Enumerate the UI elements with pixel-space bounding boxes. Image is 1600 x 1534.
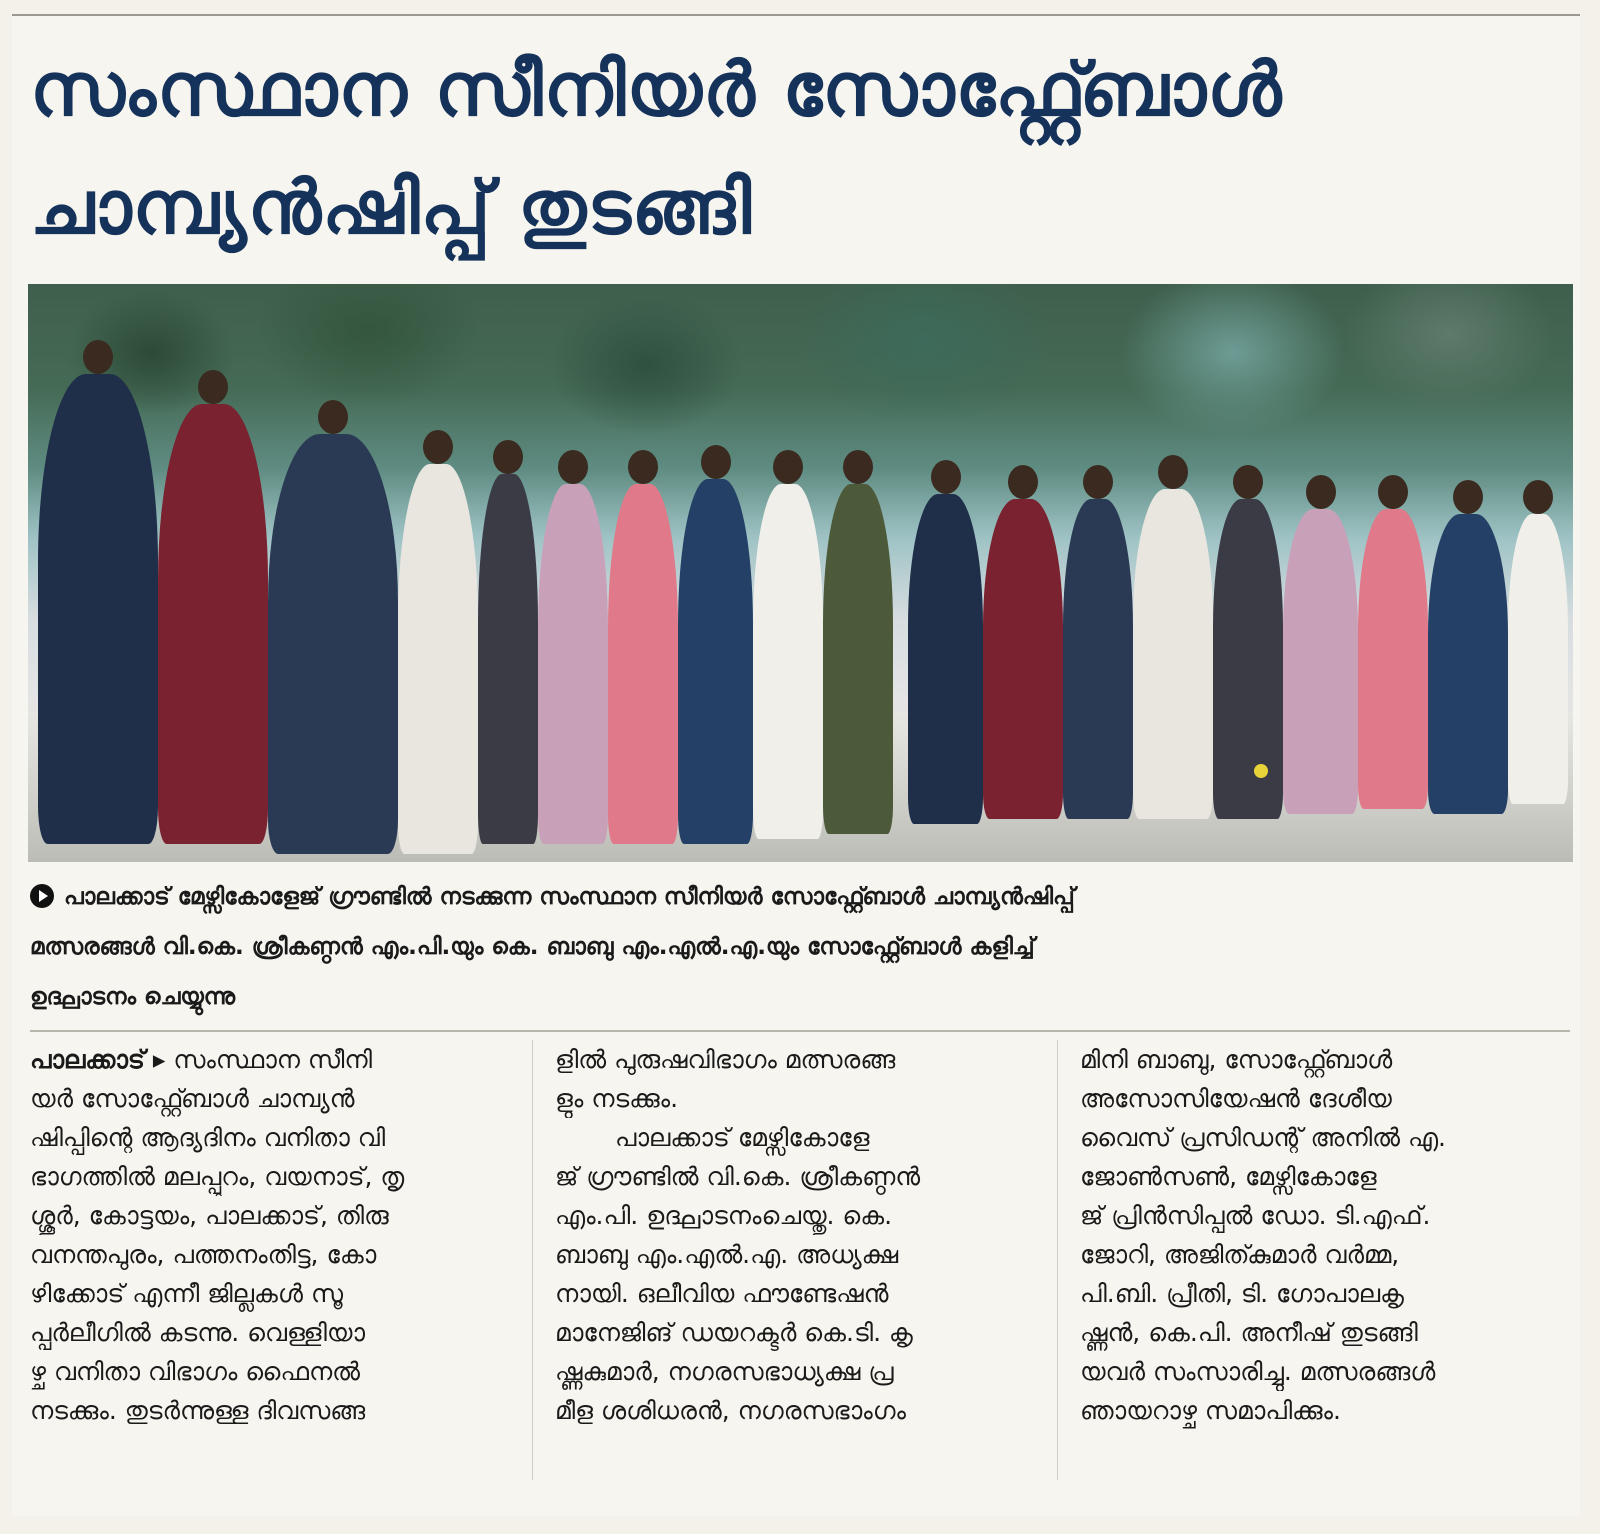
crowd-person — [1283, 509, 1358, 814]
article-line: ളും നടക്കും. — [555, 1084, 679, 1113]
crowd-person — [753, 484, 823, 839]
crowd-person — [1133, 489, 1213, 819]
article-line: ഭാഗത്തിൽ മലപ്പുറം, വയനാട്, തൃ — [30, 1162, 405, 1191]
crowd-person — [983, 499, 1063, 819]
news-photo — [28, 284, 1573, 862]
crowd-person-head — [1523, 480, 1553, 514]
crowd-person — [538, 484, 608, 844]
crowd-person-head — [843, 450, 873, 484]
crowd-person-head — [1378, 475, 1408, 509]
column-rule — [532, 1040, 533, 1480]
crowd-person — [608, 484, 678, 844]
crowd-person-head — [1233, 465, 1263, 499]
article-line: ജ് ഗ്രൗണ്ടിൽ വി.കെ. ശ്രീകണ്ഠൻ — [555, 1162, 921, 1191]
headline-line-2: ചാമ്പ്യൻഷിപ്പ് തുടങ്ങി — [30, 165, 753, 251]
dateline-arrow-icon: ▸ — [144, 1045, 174, 1074]
article-line: നടക്കും. തുടർന്നുള്ള ദിവസങ്ങ — [30, 1396, 366, 1425]
softball — [1254, 764, 1268, 778]
caption-divider — [30, 1030, 1570, 1032]
crowd-person-head — [931, 460, 961, 494]
crowd-person — [158, 404, 268, 844]
article-line: നായി. ഒലീവിയ ഫൗണ്ടേഷൻ — [555, 1279, 889, 1308]
article-paragraph-start: പാലക്കാട് മേഴ്സികോളേ — [615, 1123, 870, 1152]
article-line: ജ് പ്രിൻസിപ്പൽ ഡോ. ടി.എഫ്. — [1080, 1201, 1431, 1230]
crowd-person-head — [1306, 475, 1336, 509]
crowd-person — [268, 434, 398, 854]
article-text: സംസ്ഥാന സീനി — [173, 1045, 373, 1074]
crowd-person — [1428, 514, 1508, 814]
article-line: ഞായറാഴ്ച സമാപിക്കും. — [1080, 1396, 1341, 1425]
crowd-person — [678, 479, 753, 844]
column-rule — [1057, 1040, 1058, 1480]
crowd-person-head — [1008, 465, 1038, 499]
article-line: യവർ സംസാരിച്ചു. മത്സരങ്ങൾ — [1080, 1357, 1436, 1386]
headline-line-1: സംസ്ഥാന സീനിയർ സോഫ്റ്റ്ബോൾ — [30, 47, 1283, 133]
dateline: പാലക്കാട് — [30, 1045, 145, 1074]
crowd-person-head — [558, 450, 588, 484]
crowd-person-head — [318, 400, 348, 434]
article-column-3 — [1080, 1040, 1562, 1485]
play-icon — [30, 884, 54, 908]
crowd-person-head — [423, 430, 453, 464]
article-line: ബാബു എം.എൽ.എ. അധ്യക്ഷ — [555, 1240, 899, 1269]
article-line: മിനി ബാബു, സോഫ്റ്റ്ബോൾ — [1080, 1045, 1393, 1074]
crowd-person-head — [1158, 455, 1188, 489]
photo-caption — [30, 872, 1570, 1022]
crowd-person-head — [1453, 480, 1483, 514]
article-line: ഷ്ണകുമാർ, നഗരസഭാധ്യക്ഷ പ്ര — [555, 1357, 894, 1386]
crowd-person — [38, 374, 158, 844]
article-line: ളിൽ പുരുഷവിഭാഗം മത്സരങ്ങ — [555, 1045, 896, 1074]
crowd-person — [908, 494, 983, 824]
crowd-person-head — [1083, 465, 1113, 499]
crowd-person — [1063, 499, 1133, 819]
crowd-person — [1213, 499, 1283, 819]
crowd-person — [478, 474, 538, 844]
caption-line-1: പാലക്കാട് മേഴ്സികോളേജ് ഗ്രൗണ്ടിൽ നടക്കുന്ന സംസ്ഥാന സീനിയർ സോഫ്റ്റ്ബോൾ ചാമ്പ്യൻഷിപ്പ് — [64, 884, 1075, 910]
article-line: ശ്ശൂർ, കോട്ടയം, പാലക്കാട്, തിരു — [30, 1201, 389, 1230]
crowd-person — [1508, 514, 1568, 804]
article-line — [30, 1040, 512, 1079]
article-line: മാനേജിങ് ഡയറക്ടർ കെ.ടി. കൃ — [555, 1318, 913, 1347]
crowd-person — [398, 464, 478, 854]
article-line: പ്പർലീഗിൽ കടന്നു. വെള്ളിയാ — [30, 1318, 366, 1347]
crowd-person-head — [773, 450, 803, 484]
caption-line-2: മത്സരങ്ങൾ വി.കെ. ശ്രീകണ്ഠൻ എം.പി.യും കെ. ബാബു എം.എൽ.എ.യും സോഫ്റ്റ്ബോൾ കളിച്ച് — [30, 934, 1035, 960]
article-line: വൈസ് പ്രസിഡന്റ് അനിൽ എ. — [1080, 1123, 1446, 1152]
article-line: ഴിക്കോട് എന്നീ ജില്ലകൾ സൂ — [30, 1279, 343, 1308]
article-line: എം.പി. ഉദ്ഘാടനംചെയ്തു. കെ. — [555, 1201, 893, 1230]
article-line: അസോസിയേഷൻ ദേശീയ — [1080, 1084, 1392, 1113]
article-line: ഷിപ്പിന്റെ ആദ്യദിനം വനിതാ വി — [30, 1123, 386, 1152]
article-line: ജോൺസൺ, മേഴ്സികോളേ — [1080, 1162, 1377, 1191]
article-line: പി.ബി. പ്രീതി, ടി. ഗോപാലകൃ — [1080, 1279, 1404, 1308]
article-line: ഷ്ണൻ, കെ.പി. അനീഷ് തുടങ്ങി — [1080, 1318, 1418, 1347]
crowd-person — [823, 484, 893, 834]
article-column-2 — [555, 1040, 1037, 1485]
caption-line-3: ഉദ്ഘാടനം ചെയ്യുന്നു — [30, 984, 236, 1010]
crowd-person-head — [83, 340, 113, 374]
article-line: യർ സോഫ്റ്റ്ബോൾ ചാമ്പ്യൻ — [30, 1084, 355, 1113]
crowd-person-head — [628, 450, 658, 484]
crowd-person-head — [493, 440, 523, 474]
crowd-person-head — [198, 370, 228, 404]
crowd-person — [1358, 509, 1428, 809]
article-line: വനന്തപുരം, പത്തനംതിട്ട, കോ — [30, 1240, 377, 1269]
article-line: ജോറി, അജിത്കുമാർ വർമ്മ, — [1080, 1240, 1400, 1269]
article-line: മീള ശശിധരൻ, നഗരസഭാംഗം — [555, 1396, 906, 1425]
crowd-person-head — [701, 445, 731, 479]
article-line: ഴ്ച വനിതാ വിഭാഗം ഫൈനൽ — [30, 1357, 361, 1386]
article-column-1 — [30, 1040, 512, 1485]
